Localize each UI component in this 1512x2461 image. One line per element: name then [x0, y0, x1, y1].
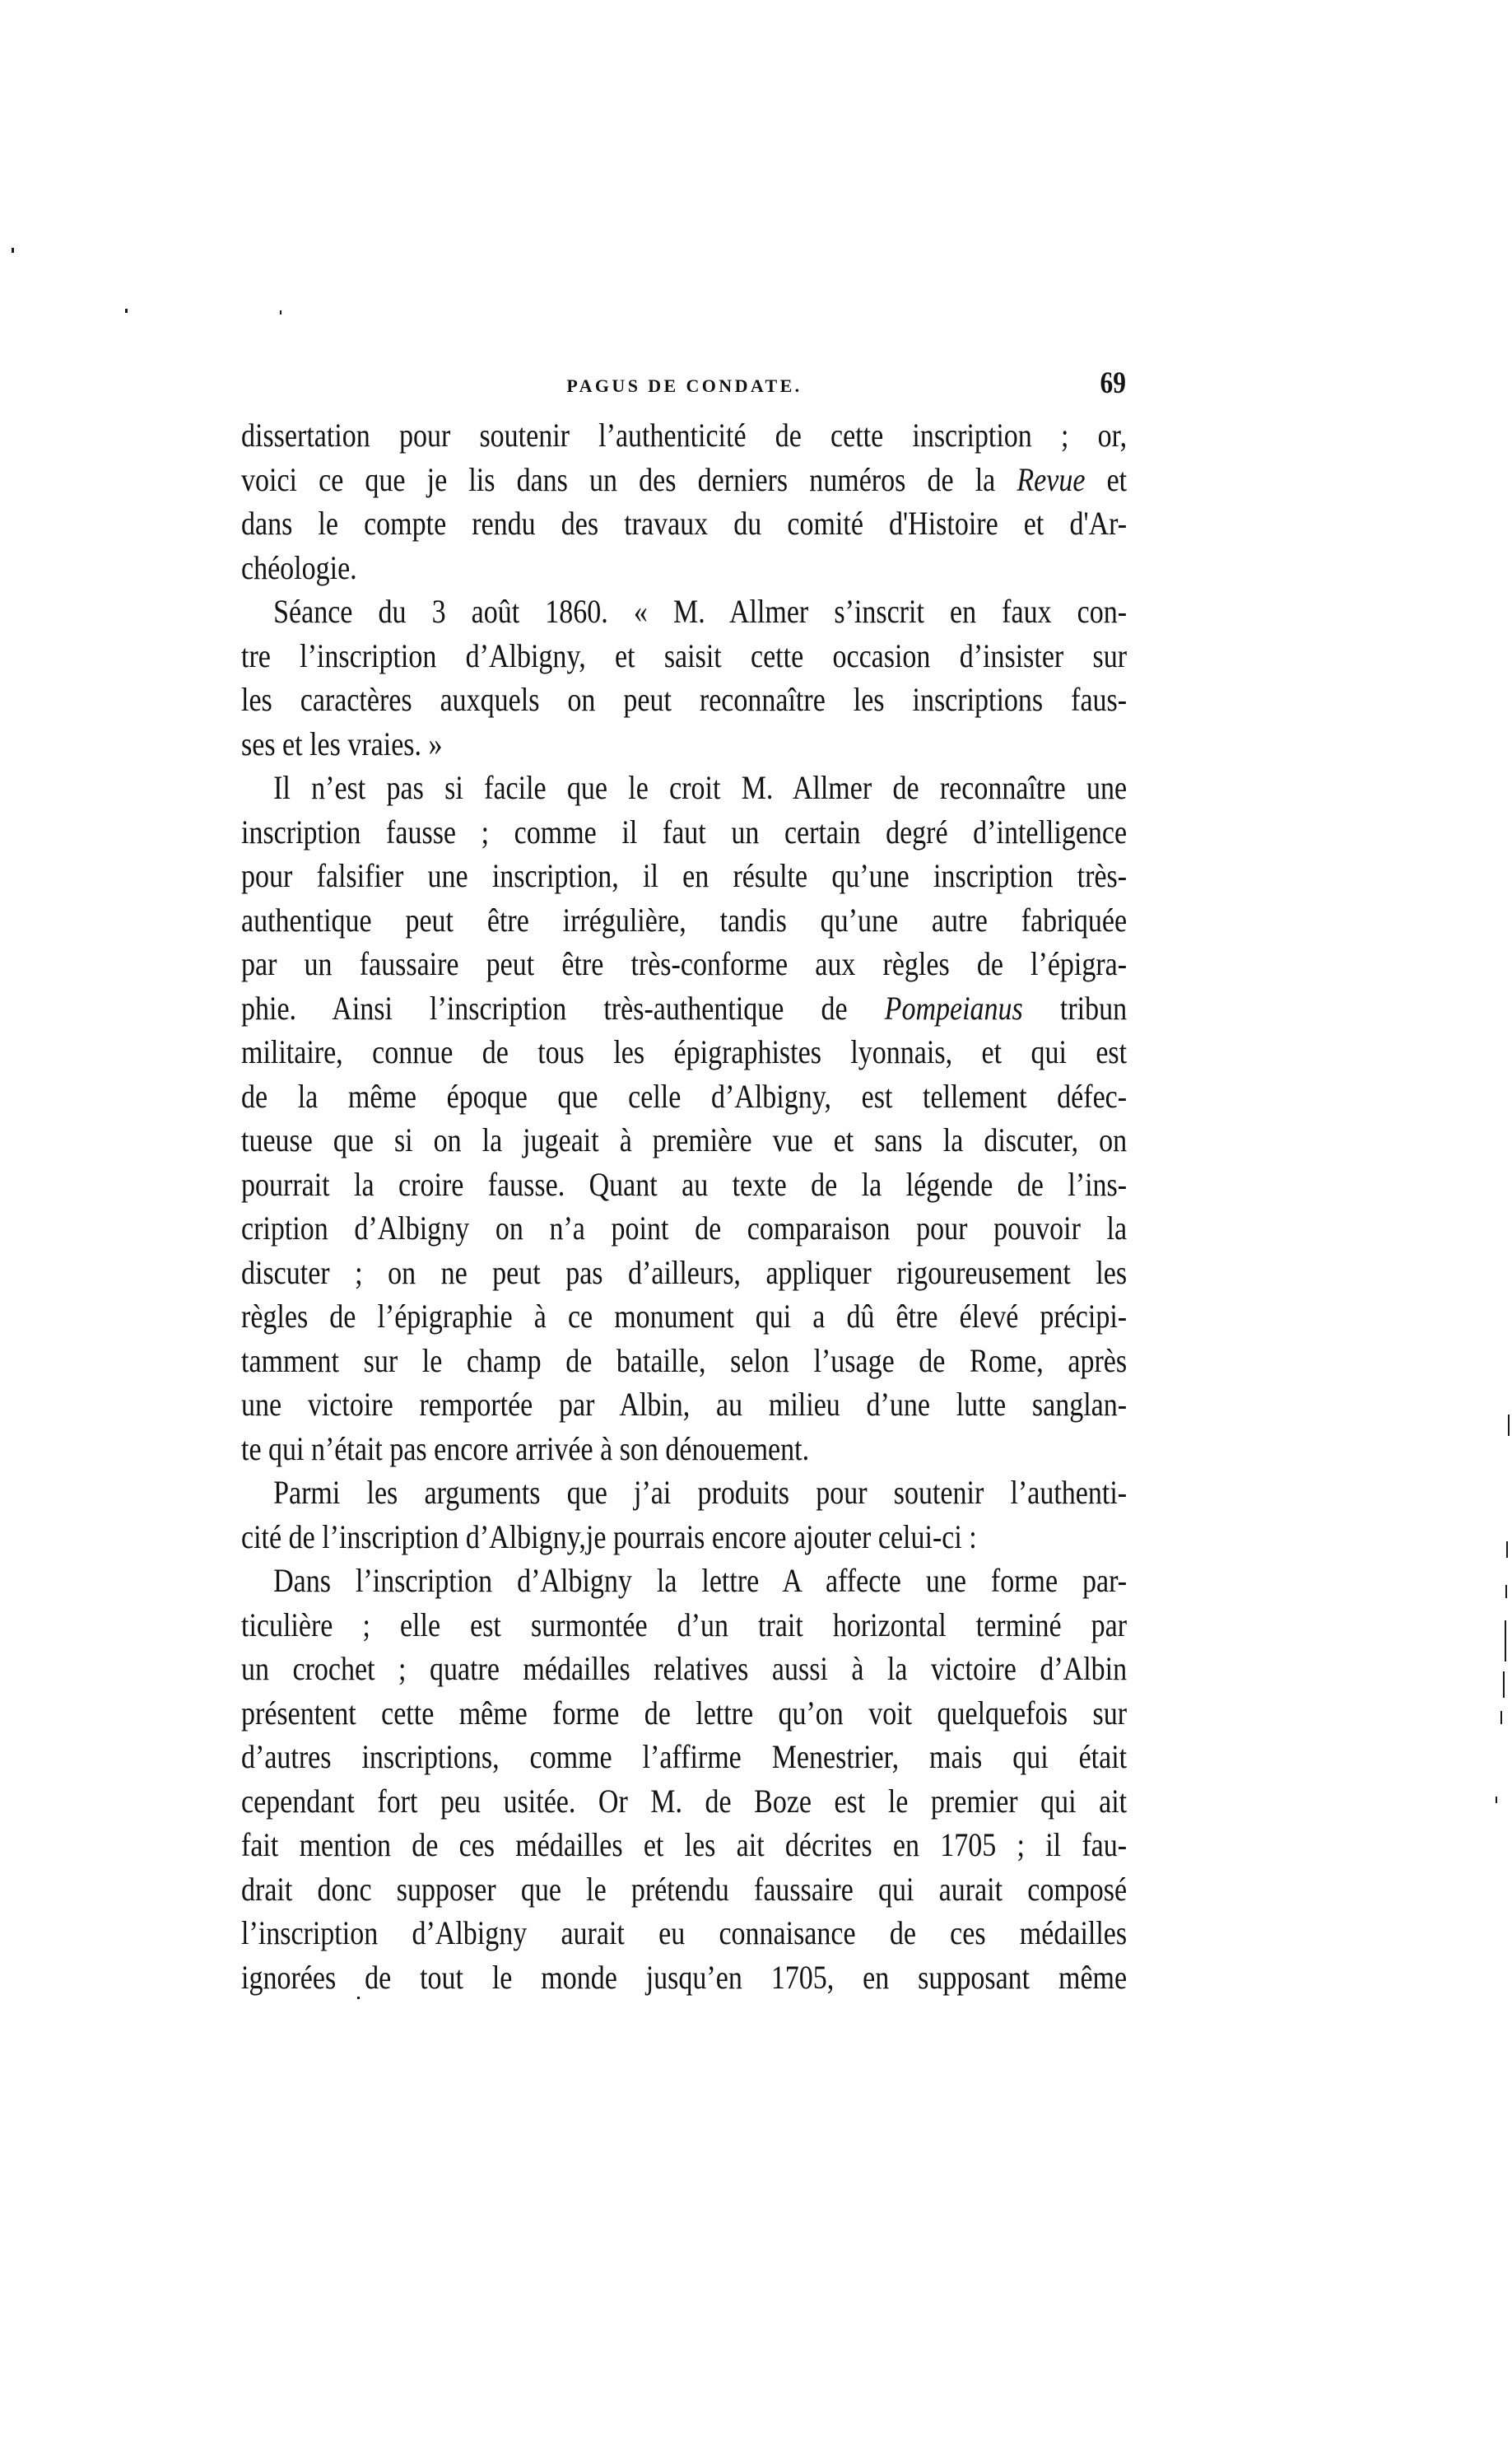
text-line — [241, 458, 1128, 502]
text-line-content — [241, 1163, 1127, 1207]
text-line-content — [241, 501, 1127, 546]
text-line-content — [241, 1691, 1127, 1736]
text-line-content — [241, 722, 1127, 767]
text-line-content — [241, 1074, 1127, 1119]
text-line — [241, 1603, 1128, 1648]
scan-mark — [357, 1997, 360, 1999]
text-run: fait mention de ces médailles et les ait décrites en 1705 ; il fau- — [241, 1826, 1128, 1863]
text-line-content — [241, 1515, 1127, 1559]
text-line — [241, 1823, 1128, 1867]
text-line-content — [241, 1779, 1127, 1824]
text-line-content — [241, 678, 1127, 722]
text-line — [241, 766, 1128, 810]
text-line — [241, 546, 1128, 590]
text-line-content — [241, 1118, 1127, 1163]
text-line — [241, 1779, 1128, 1824]
scan-mark — [1505, 1620, 1506, 1662]
text-line — [241, 590, 1128, 634]
running-title: PAGUS DE CONDATE. — [566, 375, 803, 396]
text-line — [241, 1074, 1128, 1119]
text-line-content — [241, 1735, 1127, 1779]
text-run: présentent cette même forme de lettre qu’on voit quelquefois sur — [241, 1694, 1128, 1732]
text-line — [241, 1955, 1128, 2000]
text-line — [241, 1118, 1128, 1163]
scan-mark — [12, 248, 14, 253]
text-line-content — [241, 1471, 1127, 1515]
text-run: cependant fort peu usitée. Or M. de Boze est le premier qui ait — [241, 1782, 1128, 1820]
text-run: militaire, connue de tous les épigraphistes lyonnais, et qui est — [241, 1033, 1128, 1070]
text-run: Il n’est pas si facile que le croit M. Allmer de reconnaître une — [273, 769, 1128, 806]
text-line-content — [241, 413, 1127, 458]
text-line — [241, 1735, 1128, 1779]
text-run: tre l’inscription d’Albigny, et saisit cette occasion d’insister sur — [241, 636, 1128, 674]
text-line-content — [241, 766, 1127, 810]
scan-mark — [1505, 1585, 1507, 1598]
text-run: dans le compte rendu des travaux du comité d'Histoire et d'Ar- — [241, 505, 1128, 542]
text-run: ses et les vraies. » — [241, 725, 443, 762]
scan-mark — [1503, 1671, 1505, 1698]
text-run: Parmi les arguments que j’ai produits pour soutenir l’authenti- — [273, 1474, 1128, 1511]
body-text — [241, 413, 1128, 1999]
text-line — [241, 1515, 1128, 1559]
running-header — [241, 367, 1128, 403]
scan-mark — [1500, 1711, 1502, 1724]
text-line-content — [241, 986, 1127, 1031]
text-line — [241, 810, 1128, 855]
text-run: cription d’Albigny on n’a point de comparaison pour pouvoir la — [241, 1210, 1128, 1247]
text-line — [241, 1382, 1128, 1427]
text-line — [241, 1911, 1128, 1955]
text-line — [241, 1206, 1128, 1251]
text-line-content — [241, 854, 1127, 898]
text-line — [241, 898, 1128, 943]
text-line-content — [241, 942, 1127, 986]
text-line-content — [241, 1339, 1127, 1383]
text-line — [241, 1471, 1128, 1515]
italic-text: Revue — [1017, 460, 1086, 498]
scan-mark — [1508, 1415, 1510, 1436]
text-run: te qui n’était pas encore arrivée à son dénouement. — [241, 1429, 810, 1467]
text-line-content — [241, 1559, 1127, 1603]
text-line — [241, 1251, 1128, 1295]
text-line-content — [241, 1206, 1127, 1251]
text-run: tamment sur le champ de bataille, selon l’usage de Rome, après — [241, 1341, 1128, 1379]
scan-mark — [125, 309, 128, 313]
text-line-content — [241, 634, 1127, 678]
text-line-content — [241, 1647, 1127, 1691]
text-line — [241, 1339, 1128, 1383]
text-line — [241, 634, 1128, 678]
text-run: Dans l’inscription d’Albigny la lettre A affecte une forme par- — [273, 1562, 1128, 1599]
text-run: un crochet ; quatre médailles relatives aussi à la victoire d’Albin — [241, 1650, 1128, 1687]
text-line-content — [241, 1867, 1127, 1912]
text-line — [241, 1867, 1128, 1912]
text-run: chéologie. — [241, 548, 357, 586]
text-line — [241, 1647, 1128, 1691]
text-line — [241, 1294, 1128, 1339]
text-line-content — [241, 1294, 1127, 1339]
text-line — [241, 722, 1128, 767]
page-number: 69 — [1100, 366, 1126, 400]
text-run: inscription fausse ; comme il faut un certain degré d’intelligence — [241, 813, 1128, 851]
text-run: de la même époque que celle d’Albigny, est tellement défec- — [241, 1077, 1128, 1115]
text-line-content — [241, 1030, 1127, 1074]
text-run: une victoire remportée par Albin, au milieu d’une lutte sanglan- — [241, 1386, 1128, 1423]
text-line-content — [241, 1911, 1127, 1955]
text-line-content — [241, 898, 1127, 943]
scan-mark — [280, 310, 281, 315]
scan-mark — [1496, 1797, 1497, 1803]
text-run: ticulière ; elle est surmontée d’un trait horizontal terminé par — [241, 1606, 1128, 1643]
text-line-content — [241, 1603, 1127, 1648]
italic-text: Pompeianus — [884, 989, 1023, 1027]
text-line — [241, 1427, 1128, 1471]
text-line-content — [241, 1955, 1127, 2000]
text-run: l’inscription d’Albigny aurait eu connaisance de ces médailles — [241, 1914, 1128, 1951]
text-line-content — [241, 1427, 1127, 1471]
text-run: ignorées de tout le monde jusqu’en 1705, en supposant même — [241, 1958, 1128, 1996]
text-line — [241, 854, 1128, 898]
text-run: par un faussaire peut être très-conforme aux règles de l’épigra- — [241, 945, 1128, 982]
text-line-content — [241, 1251, 1127, 1295]
text-run: authentique peut être irrégulière, tandis qu’une autre fabriquée — [241, 901, 1128, 939]
text-line — [241, 942, 1128, 986]
text-line — [241, 1163, 1128, 1207]
text-run: pour falsifier une inscription, il en résulte qu’une inscription très- — [241, 857, 1128, 894]
text-run: règles de l’épigraphie à ce monument qui a dû être élevé précipi- — [241, 1298, 1128, 1335]
text-run: dissertation pour soutenir l’authenticité de cette inscription ; or, — [241, 417, 1128, 454]
text-line-content — [241, 1823, 1127, 1867]
text-run: phie. Ainsi l’inscription très-authentique de — [241, 989, 885, 1027]
text-run: Séance du 3 août 1860. « M. Allmer s’inscrit en faux con- — [273, 593, 1128, 630]
text-run: voici ce que je lis dans un des derniers numéros de la — [241, 460, 1017, 498]
text-run: les caractères auxquels on peut reconnaître les inscriptions faus- — [241, 681, 1128, 718]
text-run: d’autres inscriptions, comme l’affirme Menestrier, mais qui était — [241, 1738, 1128, 1775]
text-run: discuter ; on ne peut pas d’ailleurs, appliquer rigoureusement les — [241, 1253, 1128, 1291]
text-line-content — [241, 590, 1127, 634]
text-run: pourrait la croire fausse. Quant au texte de la légende de l’ins- — [241, 1165, 1128, 1203]
text-line — [241, 501, 1128, 546]
text-run: tribun — [1022, 989, 1128, 1027]
text-line — [241, 413, 1128, 458]
text-run: drait donc supposer que le prétendu faussaire qui aurait composé — [241, 1870, 1128, 1908]
text-line-content — [241, 546, 1127, 590]
scan-mark — [1506, 1541, 1508, 1558]
text-line-content — [241, 1382, 1127, 1427]
text-line — [241, 678, 1128, 722]
text-run: et — [1085, 460, 1128, 498]
text-run: cité de l’inscription d’Albigny,je pourrais encore ajouter celui-ci : — [241, 1517, 977, 1555]
text-line — [241, 1030, 1128, 1074]
text-line-content — [241, 810, 1127, 855]
text-line-content — [241, 458, 1127, 502]
text-run: tueuse que si on la jugeait à première vue et sans la discuter, on — [241, 1121, 1128, 1158]
text-line — [241, 1559, 1128, 1603]
text-line — [241, 986, 1128, 1031]
text-line — [241, 1691, 1128, 1736]
